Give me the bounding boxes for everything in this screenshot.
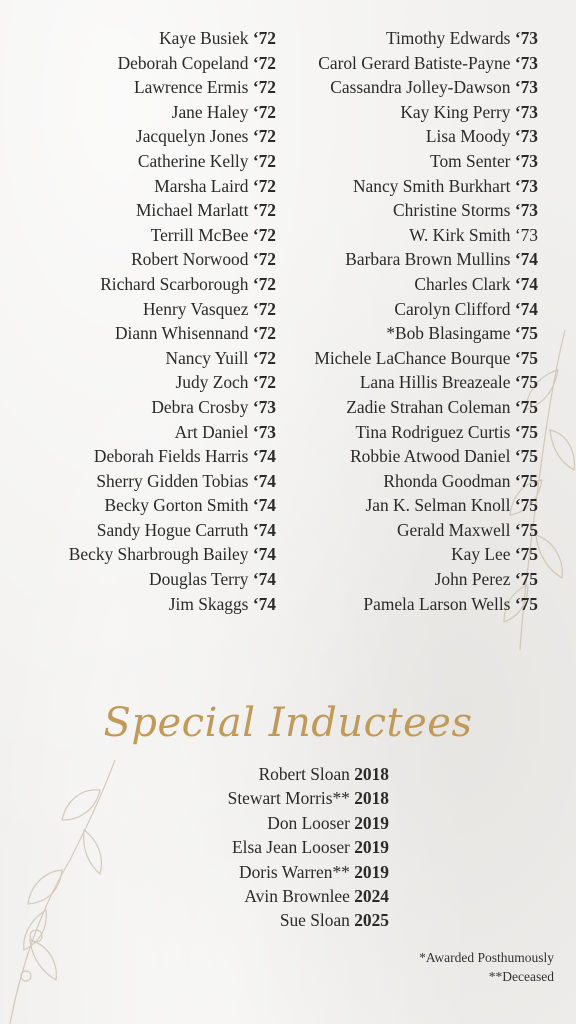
inductee-row — [314, 518, 538, 543]
special-inductees-title: Special Inductees — [103, 700, 473, 746]
inductee-year: ‘74 — [514, 273, 538, 294]
inductee-name: Jim Skaggs — [168, 593, 249, 614]
inductee-row — [69, 247, 276, 272]
inductee-year: ‘72 — [252, 249, 276, 270]
inductee-year: ‘75 — [514, 372, 538, 393]
inductee-row — [69, 51, 276, 76]
footnote-posthumous: *Awarded Posthumously — [419, 950, 554, 965]
inductee-row — [69, 469, 276, 494]
inductee-name: Stewart Morris** — [227, 788, 350, 809]
inductee-row — [69, 174, 276, 199]
inductee-name: Zadie Strahan Coleman — [346, 396, 511, 417]
inductee-year: ‘75 — [514, 593, 538, 614]
inductee-year: ‘75 — [514, 323, 538, 344]
inductee-year: ‘72 — [252, 200, 276, 221]
inductee-name: Sue Sloan — [279, 910, 350, 931]
inductee-year: ‘72 — [252, 77, 276, 98]
inductee-name: Barbara Brown Mullins — [345, 249, 511, 270]
inductee-name: Deborah Copeland — [117, 52, 249, 73]
inductee-name: Art Daniel — [174, 421, 249, 442]
inductee-row — [314, 124, 538, 149]
inductee-name: Becky Gorton Smith — [104, 495, 249, 516]
inductee-row — [314, 346, 538, 371]
inductee-row — [314, 469, 538, 494]
inductee-year: ‘74 — [252, 593, 276, 614]
inductee-row — [314, 420, 538, 445]
inductee-row — [69, 420, 276, 445]
inductee-row — [314, 198, 538, 223]
inductee-year: ‘73 — [252, 421, 276, 442]
inductee-name: Doris Warren** — [239, 861, 350, 882]
inductee-row — [69, 321, 276, 346]
inductee-name: Christine Storms — [393, 200, 511, 221]
inductee-name: Robert Norwood — [131, 249, 249, 270]
inductee-row — [69, 370, 276, 395]
inductee-row — [314, 370, 538, 395]
inductee-name: Pamela Larson Wells — [363, 593, 511, 614]
inductee-name: Lawrence Ermis — [134, 77, 249, 98]
inductee-year: ‘73 — [514, 200, 538, 221]
inductee-name: John Perez — [434, 569, 511, 590]
inductee-year: ‘75 — [514, 470, 538, 491]
inductee-year: ‘72 — [252, 101, 276, 122]
inductee-row — [314, 247, 538, 272]
inductee-year: ‘73 — [514, 101, 538, 122]
inductee-name: Sherry Gidden Tobias — [96, 470, 249, 491]
inductee-year: 2025 — [354, 910, 389, 931]
inductee-name: W. Kirk Smith — [409, 224, 511, 245]
inductee-row — [69, 592, 276, 617]
special-inductee-row — [228, 908, 389, 932]
inductee-name: Kay King Perry — [400, 101, 511, 122]
inductee-row — [69, 395, 276, 420]
inductee-year: ‘72 — [252, 273, 276, 294]
inductee-row — [314, 26, 538, 51]
inductee-row — [69, 493, 276, 518]
inductee-row — [69, 518, 276, 543]
inductee-row — [69, 75, 276, 100]
inductee-name: Richard Scarborough — [100, 273, 249, 294]
inductee-row — [314, 542, 538, 567]
inductee-row — [314, 493, 538, 518]
inductee-row — [314, 592, 538, 617]
inductee-year: ‘74 — [252, 569, 276, 590]
inductee-year: 2019 — [354, 837, 389, 858]
inductee-year: ‘72 — [252, 372, 276, 393]
inductee-year: ‘73 — [252, 396, 276, 417]
inductee-row — [314, 75, 538, 100]
inductee-name: Catherine Kelly — [137, 150, 249, 171]
inductee-year: ‘74 — [252, 544, 276, 565]
inductee-year: ‘72 — [252, 224, 276, 245]
special-inductee-row — [228, 860, 389, 884]
inductee-year: ‘75 — [514, 421, 538, 442]
inductee-name: Douglas Terry — [149, 569, 249, 590]
inductee-name: *Bob Blasingame — [386, 323, 511, 344]
inductee-name: Nancy Smith Burkhart — [352, 175, 511, 196]
inductee-name: Jacquelyn Jones — [135, 126, 249, 147]
inductee-year: ‘72 — [252, 298, 276, 319]
inductee-year: ‘75 — [514, 495, 538, 516]
inductee-row — [69, 444, 276, 469]
inductee-year: ‘74 — [514, 249, 538, 270]
inductee-name: Robert Sloan — [258, 764, 350, 784]
inductee-name: Terrill McBee — [150, 224, 249, 245]
inductee-year: 2024 — [354, 886, 389, 907]
special-inductee-row — [228, 811, 389, 835]
inductee-row — [314, 51, 538, 76]
inductee-year: ‘74 — [252, 519, 276, 540]
inductee-row — [69, 346, 276, 371]
inductee-year: ‘73 — [514, 28, 538, 48]
inductee-row — [69, 272, 276, 297]
special-inductee-row — [228, 884, 389, 908]
special-inductees-list — [228, 762, 389, 933]
inductee-row — [69, 567, 276, 592]
inductee-name: Kaye Busiek — [159, 28, 249, 48]
inductee-row — [69, 100, 276, 125]
inductee-name: Debra Crosby — [151, 396, 249, 417]
inductee-row — [314, 174, 538, 199]
inductee-year: 2019 — [354, 812, 389, 833]
inductee-name: Jan K. Selman Knoll — [365, 495, 511, 516]
inductee-year: ‘72 — [252, 323, 276, 344]
inductees-column-right — [314, 26, 538, 616]
inductee-name: Don Looser — [267, 812, 350, 833]
inductee-year: ‘75 — [514, 396, 538, 417]
inductee-name: Gerald Maxwell — [396, 519, 511, 540]
inductee-name: Avin Brownlee — [244, 886, 350, 907]
inductee-name: Kay Lee — [451, 544, 511, 565]
inductee-row — [314, 272, 538, 297]
inductee-year: ‘75 — [514, 544, 538, 565]
inductee-name: Tom Senter — [430, 150, 511, 171]
inductee-year: ‘72 — [252, 52, 276, 73]
inductee-name: Jane Haley — [171, 101, 249, 122]
inductee-row — [69, 149, 276, 174]
inductee-name: Robbie Atwood Daniel — [350, 446, 511, 467]
inductee-name: Elsa Jean Looser — [232, 837, 350, 858]
footnote-deceased: **Deceased — [488, 969, 554, 984]
inductee-year: ‘75 — [514, 446, 538, 467]
inductee-row — [69, 26, 276, 51]
inductee-name: Cassandra Jolley-Dawson — [330, 77, 511, 98]
inductee-name: Judy Zoch — [175, 372, 249, 393]
inductee-row — [314, 223, 538, 248]
special-inductee-row — [228, 835, 389, 859]
inductee-name: Carol Gerard Batiste-Payne — [318, 52, 511, 73]
inductee-name: Michele LaChance Bourque — [314, 347, 511, 368]
inductee-row — [314, 100, 538, 125]
inductee-year: ‘72 — [252, 28, 276, 48]
inductee-year: ‘74 — [252, 470, 276, 491]
inductee-year: ‘75 — [514, 519, 538, 540]
inductee-row — [314, 444, 538, 469]
inductee-row — [314, 395, 538, 420]
inductee-name: Nancy Yuill — [165, 347, 249, 368]
inductee-year: ‘72 — [252, 150, 276, 171]
inductee-name: Lana Hillis Breazeale — [359, 372, 511, 393]
footnotes — [419, 948, 554, 986]
inductee-name: Timothy Edwards — [385, 28, 511, 48]
inductee-year: ‘75 — [514, 569, 538, 590]
inductee-year: ‘73 — [514, 224, 538, 245]
inductee-name: Deborah Fields Harris — [93, 446, 249, 467]
inductee-name: Becky Sharbrough Bailey — [68, 544, 249, 565]
inductee-name: Lisa Moody — [425, 126, 511, 147]
inductee-name: Rhonda Goodman — [383, 470, 511, 491]
inductee-row — [314, 297, 538, 322]
inductee-year: 2018 — [354, 764, 389, 784]
inductee-name: Michael Marlatt — [135, 200, 249, 221]
inductee-year: ‘75 — [514, 347, 538, 368]
inductee-year: ‘74 — [514, 298, 538, 319]
inductee-name: Diann Whisennand — [114, 323, 249, 344]
inductees-column-left — [69, 26, 276, 616]
inductee-row — [314, 149, 538, 174]
inductee-name: Marsha Laird — [154, 175, 249, 196]
special-inductee-row — [228, 786, 389, 810]
inductee-name: Sandy Hogue Carruth — [96, 519, 249, 540]
inductee-name: Charles Clark — [414, 273, 511, 294]
inductee-year: ‘74 — [252, 446, 276, 467]
inductee-year: ‘72 — [252, 175, 276, 196]
leaf-branch-left-decoration — [0, 750, 120, 1024]
inductee-year: 2019 — [354, 861, 389, 882]
inductee-year: ‘73 — [514, 175, 538, 196]
inductee-year: ‘73 — [514, 126, 538, 147]
inductee-row — [69, 297, 276, 322]
inductee-name: Tina Rodriguez Curtis — [355, 421, 511, 442]
inductee-row — [69, 223, 276, 248]
special-inductee-row — [228, 762, 389, 786]
inductee-year: ‘73 — [514, 150, 538, 171]
inductee-year: ‘72 — [252, 347, 276, 368]
inductee-row — [314, 321, 538, 346]
inductee-year: ‘74 — [252, 495, 276, 516]
inductee-row — [69, 124, 276, 149]
inductee-row — [69, 542, 276, 567]
inductee-year: 2018 — [354, 788, 389, 809]
inductee-name: Carolyn Clifford — [394, 298, 511, 319]
inductee-row — [314, 567, 538, 592]
inductee-year: ‘73 — [514, 52, 538, 73]
inductee-row — [69, 198, 276, 223]
inductee-name: Henry Vasquez — [143, 298, 249, 319]
inductee-year: ‘73 — [514, 77, 538, 98]
inductee-year: ‘72 — [252, 126, 276, 147]
